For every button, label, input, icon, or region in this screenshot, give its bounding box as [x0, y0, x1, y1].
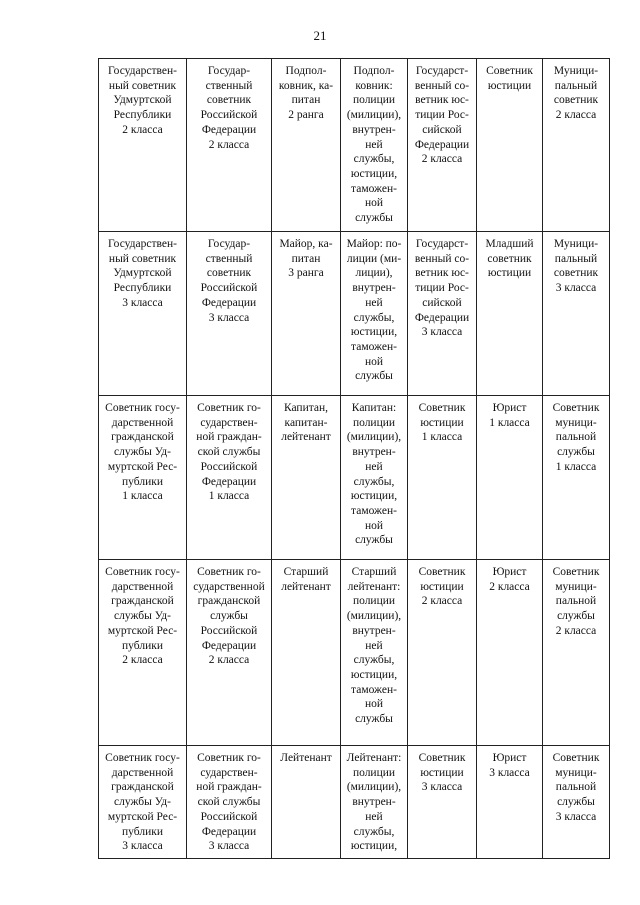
table-cell: Государ- ственный советник Российской Федерации 3 класса — [187, 232, 272, 396]
table-cell: Подпол- ковник: полиции (милиции), внутрен- ней службы, юстиции, таможен- ной службы — [341, 59, 408, 232]
table-cell: Советник го- сударственной гражданской службы Российской Федерации 2 класса — [187, 560, 272, 746]
table-body — [99, 59, 610, 859]
table-cell: Советник муници- пальной службы 3 класса — [543, 746, 610, 859]
table-cell: Лейтенант: полиции (милиции), внутрен- ней службы, юстиции, — [341, 746, 408, 859]
table-cell: Советник юстиции — [477, 59, 543, 232]
table-cell: Капитан, капитан- лейтенант — [272, 396, 341, 560]
table-cell: Юрист 2 класса — [477, 560, 543, 746]
table-cell: Государствен- ный советник Удмуртской Республики 2 класса — [99, 59, 187, 232]
table-row — [99, 59, 610, 232]
table-cell: Советник госу- дарственной гражданской службы Уд- муртской Рес- публики 1 класса — [99, 396, 187, 560]
table-cell: Советник юстиции 1 класса — [408, 396, 477, 560]
table-cell: Юрист 1 класса — [477, 396, 543, 560]
table-cell: Советник го- сударствен- ной граждан- ской службы Российской Федерации 1 класса — [187, 396, 272, 560]
table-cell: Муници- пальный советник 2 класса — [543, 59, 610, 232]
table-cell: Муници- пальный советник 3 класса — [543, 232, 610, 396]
table-cell: Младший советник юстиции — [477, 232, 543, 396]
table-cell: Советник го- сударствен- ной граждан- ской службы Российской Федерации 3 класса — [187, 746, 272, 859]
table-cell: Майор, ка- питан 3 ранга — [272, 232, 341, 396]
table-cell: Майор: по- лиции (ми- лиции), внутрен- ней службы, юстиции, таможен- ной службы — [341, 232, 408, 396]
table-cell: Государст- венный со- ветник юс- тиции Рос- сийской Федерации 2 класса — [408, 59, 477, 232]
table-cell: Советник муници- пальной службы 1 класса — [543, 396, 610, 560]
page-number: 21 — [313, 28, 327, 43]
table-cell: Советник госу- дарственной гражданской службы Уд- муртской Рес- публики 2 класса — [99, 560, 187, 746]
rank-equivalence-table — [98, 58, 610, 859]
table-row — [99, 560, 610, 746]
table-cell: Государствен- ный советник Удмуртской Республики 3 класса — [99, 232, 187, 396]
table-cell: Государ- ственный советник Российской Федерации 2 класса — [187, 59, 272, 232]
table-cell: Лейтенант — [272, 746, 341, 859]
table-cell: Юрист 3 класса — [477, 746, 543, 859]
table-row — [99, 746, 610, 859]
table-cell: Советник юстиции 2 класса — [408, 560, 477, 746]
table-cell: Советник муници- пальной службы 2 класса — [543, 560, 610, 746]
table-cell: Подпол- ковник, ка- питан 2 ранга — [272, 59, 341, 232]
table-cell: Государст- венный со- ветник юс- тиции Рос- сийской Федерации 3 класса — [408, 232, 477, 396]
table-cell: Старший лейтенант: полиции (милиции), внутрен- ней службы, юстиции, таможен- ной службы — [341, 560, 408, 746]
table-cell: Старший лейтенант — [272, 560, 341, 746]
table-cell: Советник госу- дарственной гражданской службы Уд- муртской Рес- публики 3 класса — [99, 746, 187, 859]
table-row — [99, 232, 610, 396]
table-row — [99, 396, 610, 560]
table-cell: Советник юстиции 3 класса — [408, 746, 477, 859]
table-cell: Капитан: полиции (милиции), внутрен- ней службы, юстиции, таможен- ной службы — [341, 396, 408, 560]
